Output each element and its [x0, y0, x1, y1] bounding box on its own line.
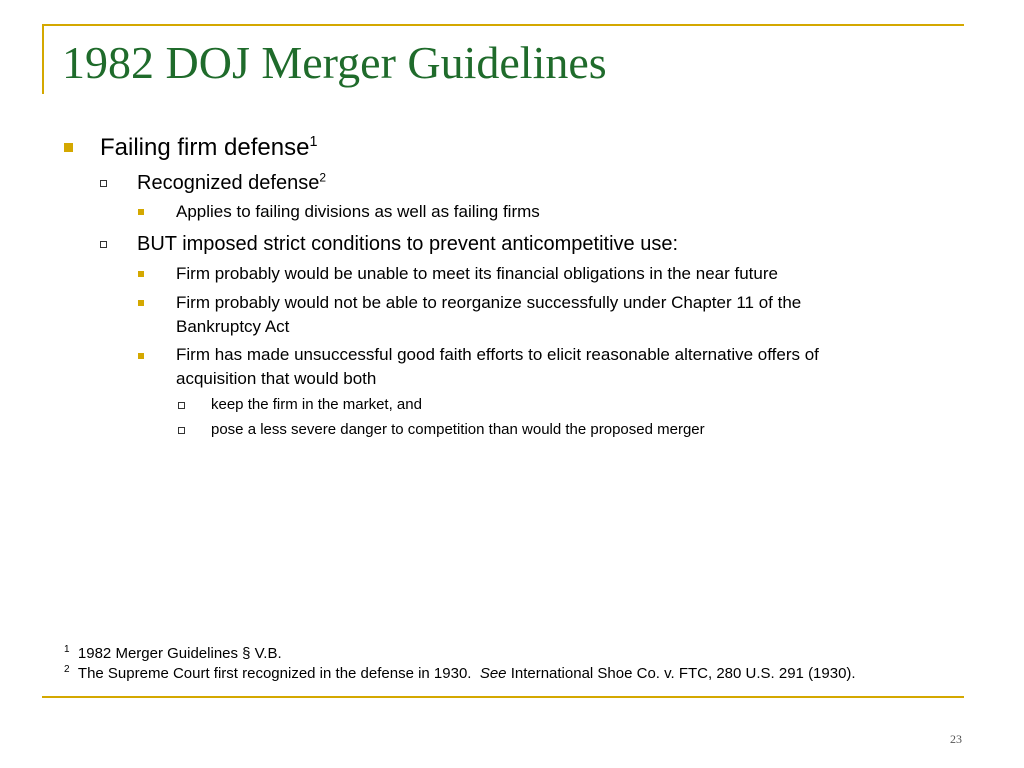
square-bullet-icon: [64, 143, 73, 152]
slide-title: 1982 DOJ Merger Guidelines: [62, 37, 607, 88]
hollow-square-bullet-icon: [100, 241, 107, 248]
square-bullet-icon: [138, 209, 144, 215]
frame-top-rule: [42, 24, 964, 26]
bullet-strict-conditions: BUT imposed strict conditions to prevent anticompetitive use:: [137, 233, 678, 255]
bullet-line: acquisition that would both: [176, 369, 377, 388]
bullet-good-faith-efforts: [176, 343, 819, 391]
hollow-square-bullet-icon: [178, 427, 185, 434]
bullet-line: Firm probably would not be able to reorganize successfully under Chapter 11 of the: [176, 293, 802, 312]
bullet-keep-firm-in-market: keep the firm in the market, and: [211, 396, 422, 413]
bullet-applies-to-divisions: Applies to failing divisions as well as failing firms: [176, 202, 540, 221]
bullet-line: Firm has made unsuccessful good faith efforts to elicit reasonable alternative offers of: [176, 345, 819, 364]
page-number: 23: [950, 732, 962, 746]
bullet-failing-firm-defense: Failing firm defense$^1$: [100, 134, 318, 161]
square-bullet-icon: [138, 271, 144, 277]
square-bullet-icon: [138, 300, 144, 306]
hollow-square-bullet-icon: [100, 180, 107, 187]
bullet-reorganize-chapter-11: [176, 291, 801, 339]
bullet-financial-obligations: Firm probably would be unable to meet its financial obligations in the near future: [176, 264, 778, 283]
frame-left-rule: [42, 24, 44, 94]
bullet-less-severe-danger: pose a less severe danger to competition than would the proposed merger: [211, 421, 705, 438]
footnote-2: $^2$ The Supreme Court first recognized in the defense in 1930. See International Shoe Co. v. FTC, 280 U.S. 291 (1930).: [64, 664, 856, 682]
footer-rule: [42, 696, 964, 698]
bullet-line: Bankruptcy Act: [176, 317, 290, 336]
hollow-square-bullet-icon: [178, 402, 185, 409]
square-bullet-icon: [138, 353, 144, 359]
bullet-recognized-defense: Recognized defense$^2$: [137, 170, 327, 194]
footnote-1: $^1$ 1982 Merger Guidelines § V.B.: [64, 644, 282, 662]
